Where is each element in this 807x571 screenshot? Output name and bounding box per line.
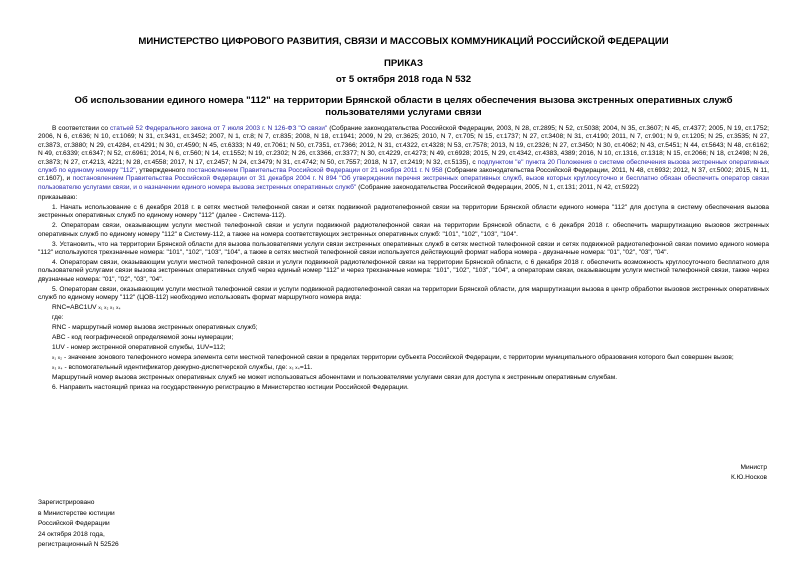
legend-x34-text2: =11.: [299, 364, 313, 372]
formula-sub: x₁ x₂ x₃ x₄: [98, 305, 121, 311]
point-5: 5. Операторам связи, оказывающим услуги местной телефонной связи и услуги подвижной радиотелефонной связи на территории Брянской области, для маршрутизации вызова в центр обработки вызовов экстренных оперативных служб по единому номеру "112" (ЦОВ-112) необходимо использовать формат маршрутного номера вида:: [38, 285, 769, 302]
legend-x12: [38, 354, 769, 362]
legend-1uv: 1UV - номер экстренной оперативной службы, 1UV=112;: [52, 344, 226, 352]
preamble-text-1: В соответствии со: [52, 125, 110, 132]
registration-line: регистрационный N 52526: [38, 541, 119, 549]
legend-x34-text: - вспомогательный идентификатор дежурно-диспетчерской службы, где:: [62, 364, 290, 372]
preamble: [38, 125, 769, 192]
legend-x12-sub: x₁ x₂: [52, 355, 63, 361]
law-126-link[interactable]: статьей 52 Федерального закона от 7 июля 2003 г. N 126-ФЗ "О связи": [109, 125, 328, 132]
order-word: приказываю:: [38, 193, 78, 201]
legend-abc: ABC - код географической определяемой зоны нумерации;: [52, 334, 234, 342]
legend-rnc: RNC - маршрутный номер вызова экстренных оперативных служб;: [52, 324, 258, 332]
legend-x12-text: - значение зонового телефонного номера элемента сети местной телефонной связи в пределах территории субъекта Российской Федерации, с территории муниципального образования которого был совершен вызов;: [62, 354, 734, 362]
closing-note: Маршрутный номер вызова экстренных оперативных служб не может использоваться абонентами и пользователями услугами связи для доступа к экстренным оперативным службам.: [52, 374, 618, 382]
registration-line: Зарегистрировано: [38, 499, 95, 506]
resolution-958-link[interactable]: постановлением Правительства Российской Федерации от 21 ноября 2011 г. N 958: [187, 167, 443, 175]
registration-line: 24 октября 2018 года,: [38, 530, 105, 538]
legend-x34-sub2: x₃ x₄: [289, 365, 300, 371]
preamble-text-2: (Собрание законодательства Российской Федерации, 2003, N 28, ст.2895; N 52, ст.5038; 2004, N 35, ст.3607; N 45, ст.4377; 2005, N 19, ст.1752; 2006, N 6, ст.636; N 10, ст.1069; N 31, ст.3431, ст.3452; 2007, N 1, ст.8; N 7, ст.835; 2008, N 18, ст.1941; 2009, N 29, ст.3625; 2010, N 7, ст.705; N 15, ст.1737; N 27, ст.3408; N 31, ст.4190; 2011, N 7, ст.901; N 9, ст.1205; N 25, ст.3535; N 27, ст.3873, ст.3880; N 29, ст.4284, ст.4291; N 30, ст.4590; N 45, ст.6333; N 49, ст.7061; N 50, ст.7351, ст.7366; 2012, N 31, ст.4322, ст.4328; N 53, ст.7578; 2013, N 19, ст.2326; N 27, ст.3450; N 30, ст.4062; N 43, ст.5451; N 44, ст.5643; N 48, ст.6162; N 49, ст.6339; ст.6347; N 52, ст.6961; 2014, N 6, ст.560; N 14, ст.1552; N 19, ст.2302; N 26, ст.3366, ст.3377; N 30, ст.4229, ст.4273; N 49, ст.6928; 2015, N 29, ст.4342, ст.4383, 4389; 2016, N 10, ст.1316, ст.1318; N 15, ст.2066; N 18, ст.2498; N 26, ст.3873; N 27, ст.4213, 4221; N 28, ст.4558; 2017, N 17, ст.2457; N 24, ст.3479; N 31, ст.4742; N 50, ст.7557; 2018, N 17, ст.2419; N 32, ст.5135), с: [38, 125, 769, 166]
doc-type-heading: ПРИКАЗ: [384, 58, 423, 69]
preamble-text-4: (Собрание законодательства Российской Федерации, 2011, N 48, ст.6932; 2012, N 37, ст.5002; 2015, N 11, ст.1607), и: [38, 167, 769, 183]
signature-block: [731, 463, 767, 483]
document-body: [38, 125, 769, 394]
preamble-text-3: , утвержденного: [135, 167, 188, 175]
point-1: 1. Начать использование с 6 декабря 2018 г. в сетях местной телефонной связи и сетях подвижной радиотелефонной связи на территории Брянской области единого номера "112" для доступа в систему обеспечения вызова экстренных оперативных служб по единому номеру "112" (далее - Система-112).: [38, 203, 769, 220]
point-2: 2. Операторам связи, оказывающим услуги местной телефонной связи и услуги подвижной радиотелефонной связи на территории Брянской области, с 6 декабря 2018 г. обеспечить маршрутизацию вызовов экстренных оперативных служб по единому номеру "112" в Систему-112, а также на номера соответствующих экстренных оперативных служб: "101", "102", "103", "104".: [38, 222, 769, 238]
signature-position: Министр: [740, 464, 767, 471]
preamble-text-5: (Собрание законодательства Российской Федерации, 2005, N 1, ст.131; 2011, N 42, ст.5922): [356, 183, 639, 191]
regulation-point-link[interactable]: подпунктом "е" пункта 20 Положения о системе обеспечения вызова экстренных оперативных служб по единому номеру "112": [38, 158, 770, 175]
registration-block: [38, 498, 119, 551]
date-number-heading: от 5 октября 2018 года N 532: [335, 74, 472, 85]
registration-line: в Министерстве юстиции: [38, 509, 115, 517]
routing-formula: [38, 304, 769, 312]
point-3: 3. Установить, что на территории Брянской области для вызова пользователями услуги связи экстренных оперативных служб в сетях местной телефонной связи и сетях подвижной радиотелефонной связи помимо единого номера "112" используются трехзначные номера: "101", "102", "103", "104", а также в сетях местной телефонной связи используется действующий формат набора номера - двузначные номера: "01", "02", "03", "04".: [38, 240, 769, 257]
registration-line: Российской Федерации: [38, 520, 110, 528]
ministry-heading: МИНИСТЕРСТВО ЦИФРОВОГО РАЗВИТИЯ, СВЯЗИ И МАССОВЫХ КОММУНИКАЦИЙ РОССИЙСКОЙ ФЕДЕРАЦИИ: [138, 36, 669, 47]
subject-heading: Об использовании единого номера "112" на территории Брянской области в целях обеспечения вызова экстренных оперативных служб пользователями услугами связи: [74, 95, 733, 118]
signature-name: К.Ю.Носков: [730, 474, 767, 481]
legend-x34: [38, 364, 769, 372]
resolution-894-link[interactable]: постановлением Правительства Российской Федерации от 31 декабря 2004 г. N 894 "Об утверждении перечня экстренных оперативных служб, вызов которых круглосуточно и бесплатно обязан обеспечить оператор связи пользователю услугами связи, и о назначении единого номера вызова экстренных оперативных служб": [38, 175, 769, 191]
point-6: 6. Направить настоящий приказ на государственную регистрацию в Министерство юстиции Российской Федерации.: [52, 384, 409, 392]
legend-x34-sub: x₃ x₄: [52, 365, 63, 371]
point-4: 4. Операторам связи, оказывающим услуги местной телефонной связи и услуги подвижной радиотелефонной связи на территории Брянской области, с 6 декабря 2018 г. обеспечить возможность круглосуточного бесплатного для пользователей услугами связи вызова экстренных оперативных служб через единый номер "112" и через трехзначные номера: "101", "102", "103", "104", а операторам связи, оказывающим услуги местной телефонной связи, также через двузначные номера: "01", "02", "03", "04".: [38, 259, 769, 283]
formula-main: RNC=ABC1UV: [52, 304, 97, 312]
where-word: где:: [52, 314, 64, 322]
